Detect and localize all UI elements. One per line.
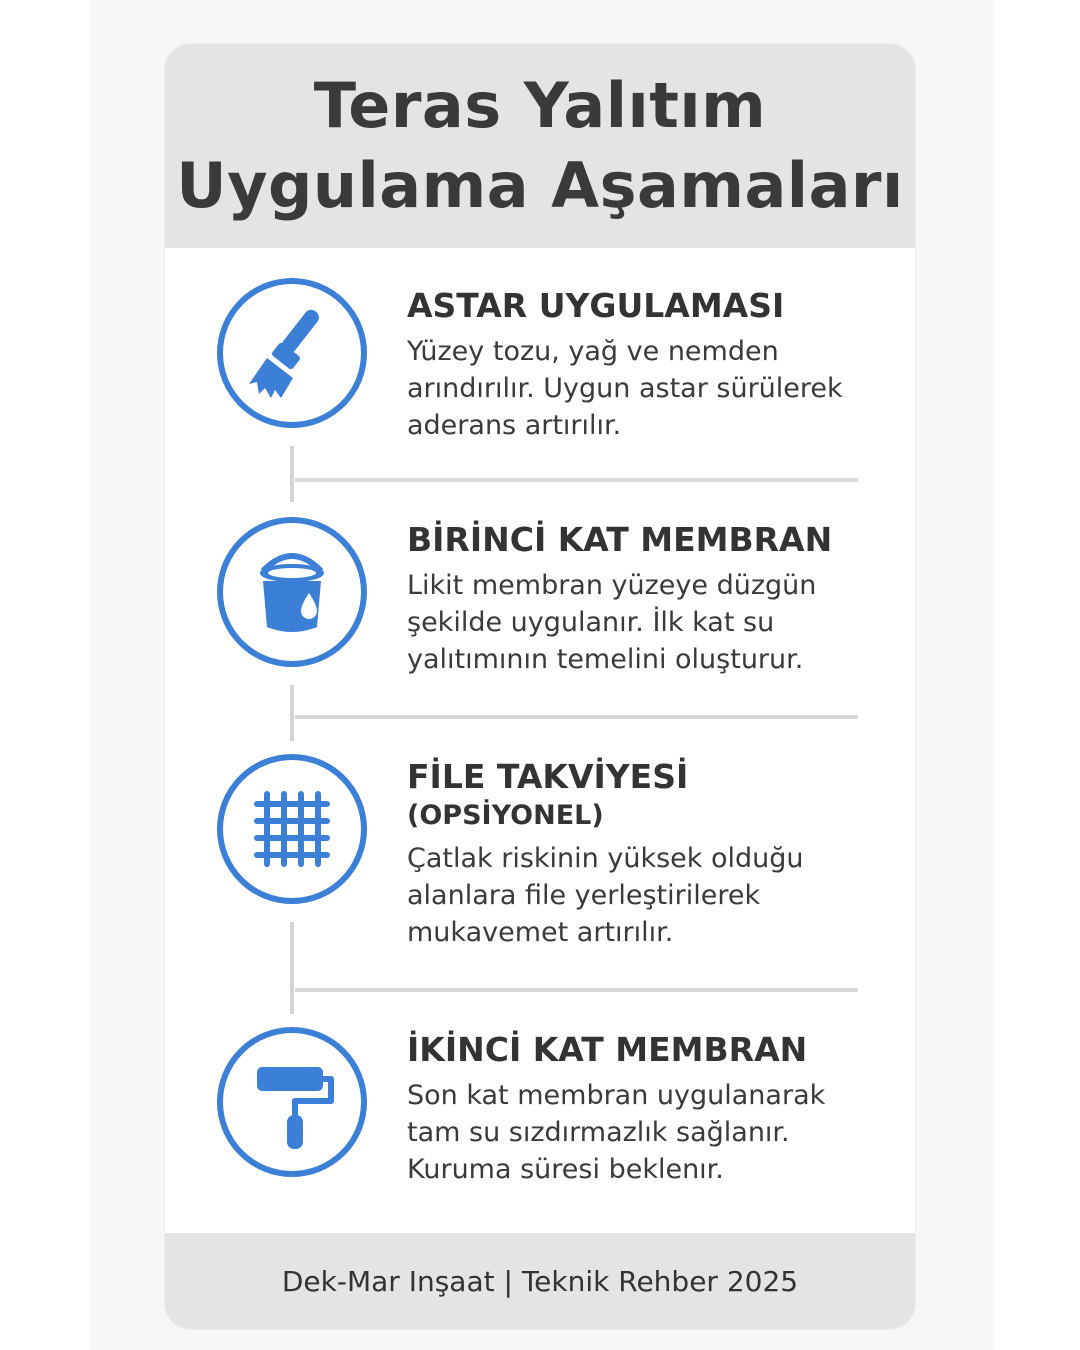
connector-line — [290, 446, 294, 502]
page-title-line-1: Teras Yalıtım — [313, 69, 767, 142]
step-description — [407, 333, 877, 444]
step-title: FİLE TAKVİYESİ — [407, 757, 689, 796]
divider — [295, 988, 858, 992]
step-description-line: aderans artırılır. — [407, 410, 622, 441]
step-description — [407, 840, 877, 951]
header — [165, 44, 915, 248]
step-title: BİRİNCİ KAT MEMBRAN — [407, 520, 833, 559]
connector-line — [290, 922, 294, 1014]
step-description-line: alanlara file yerleştirilerek — [407, 880, 761, 911]
step-title: ASTAR UYGULAMASI — [407, 286, 785, 325]
step-astar — [407, 285, 877, 444]
footer-text: Dek-Mar Inşaat | Teknik Rehber 2025 — [281, 1264, 799, 1298]
step-description-line: arındırılır. Uygun astar sürülerek — [407, 373, 843, 404]
step-ikinci-kat — [407, 1029, 877, 1188]
step-file-takviyesi — [407, 756, 877, 951]
divider — [295, 715, 858, 719]
step-description-line: yalıtımının temelini oluşturur. — [407, 644, 804, 675]
step-description-line: Likit membran yüzeye düzgün — [407, 570, 817, 601]
page-title-line-2: Uygulama Aşamaları — [176, 149, 904, 222]
step-description-line: Son kat membran uygulanarak — [407, 1080, 826, 1111]
footer — [165, 1233, 915, 1329]
paint-bucket-icon — [217, 517, 367, 667]
step-description-line: mukavemet artırılır. — [407, 917, 674, 948]
step-description-line: tam su sızdırmazlık sağlanır. — [407, 1117, 790, 1148]
step-description-line: Kuruma süresi beklenır. — [407, 1154, 724, 1185]
step-birinci-kat — [407, 519, 877, 678]
connector-line — [290, 685, 294, 741]
step-subtitle: (OPSİYONEL) — [407, 800, 604, 831]
step-description-line: Yüzey tozu, yağ ve nemden — [407, 336, 779, 367]
step-description-line: şekilde uygulanır. İlk kat su — [407, 607, 775, 638]
divider — [295, 478, 858, 482]
infographic-card — [165, 44, 915, 1329]
step-description — [407, 1077, 877, 1188]
step-title: İKİNCİ KAT MEMBRAN — [407, 1030, 808, 1069]
mesh-grid-icon — [217, 754, 367, 904]
paint-roller-icon — [217, 1027, 367, 1177]
step-description-line: Çatlak riskinin yüksek olduğu — [407, 843, 804, 874]
step-description — [407, 567, 877, 678]
paint-brush-icon — [217, 278, 367, 428]
